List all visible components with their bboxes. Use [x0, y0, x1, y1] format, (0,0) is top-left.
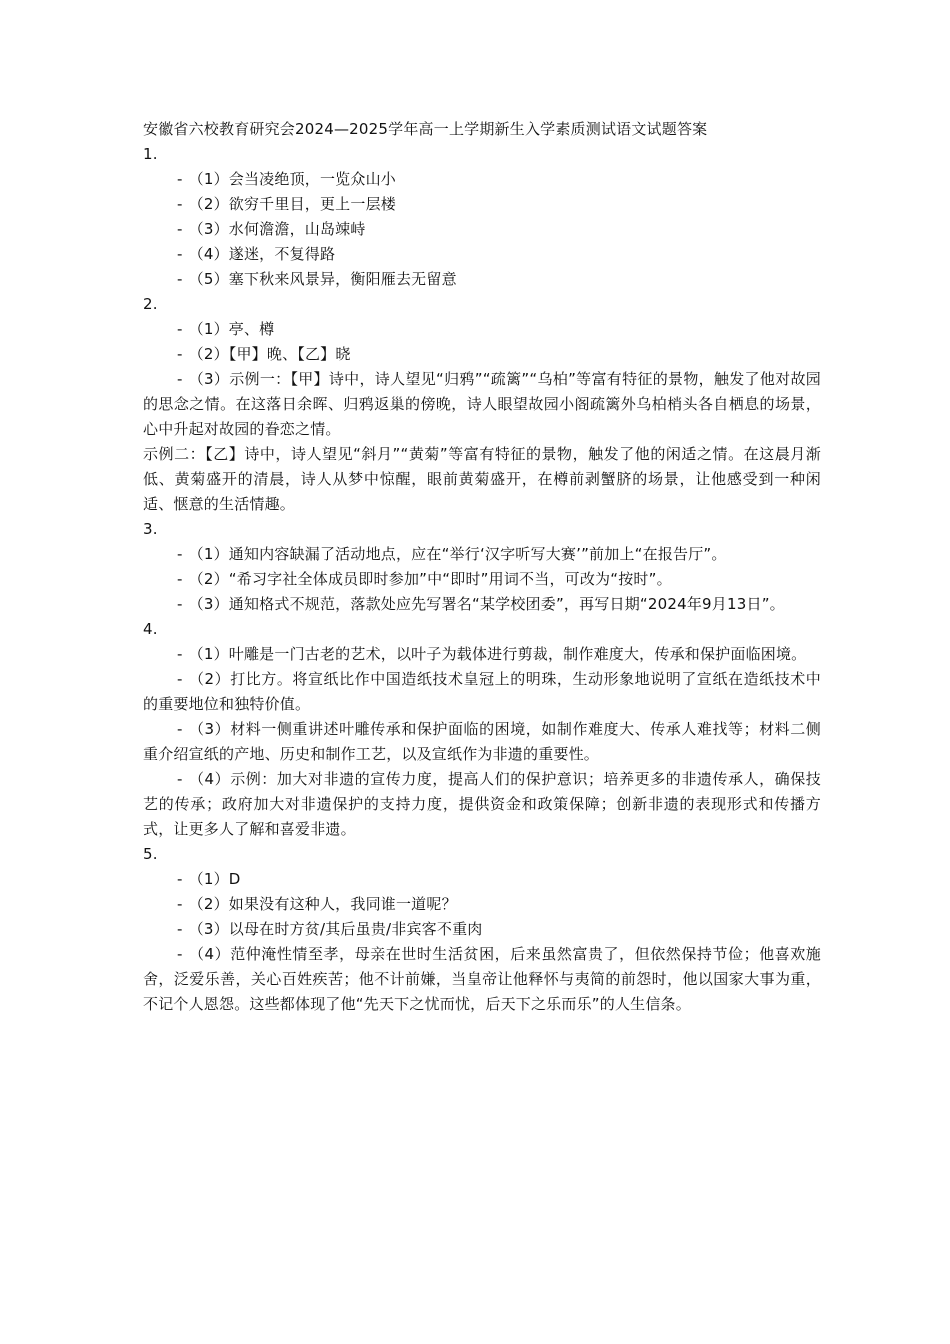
answer-text: （2）“希习字社全体成员即时参加”中“即时”用词不当，可改为“按时”。 [188, 570, 672, 588]
answer-text: （2）欲穷千里目，更上一层楼 [188, 195, 396, 213]
question-number: 3. [143, 520, 158, 538]
bullet-dash: - [177, 370, 183, 388]
bullet-dash: - [177, 170, 183, 188]
bullet-dash: - [177, 195, 183, 213]
answer-text: （1）会当凌绝顶，一览众山小 [188, 170, 396, 188]
answer-document [143, 117, 821, 1017]
answer-item [143, 367, 821, 442]
bullet-dash: - [177, 720, 183, 738]
answer-item [143, 567, 821, 592]
answer-text: （1）通知内容缺漏了活动地点，应在“举行‘汉字听写大赛’”前加上“在报告厅”。 [188, 545, 727, 563]
answer-text: （2）【甲】晚、【乙】晓 [188, 345, 351, 363]
question-3 [143, 517, 821, 617]
answer-item [143, 942, 821, 1017]
question-number: 4. [143, 620, 158, 638]
bullet-dash: - [177, 645, 183, 663]
answer-text: （3）示例一：【甲】诗中，诗人望见“归鸦”“疏篱”“乌柏”等富有特征的景物，触发了他对故园的思念之情。在这落日余晖、归鸦返巢的傍晚，诗人眼望故园小阁疏篱外乌柏梢头各自栖息的场景，心中升起对故园的眷恋之情。 [143, 370, 821, 438]
answer-item [143, 592, 821, 617]
bullet-dash: - [177, 770, 183, 788]
bullet-dash: - [177, 320, 183, 338]
answer-item [143, 342, 821, 367]
question-4 [143, 617, 821, 842]
question-number: 1. [143, 145, 158, 163]
answer-text: （1）亭、樽 [188, 320, 275, 338]
answer-item [143, 267, 821, 292]
bullet-dash: - [177, 870, 183, 888]
bullet-dash: - [177, 245, 183, 263]
bullet-dash: - [177, 270, 183, 288]
bullet-dash: - [177, 945, 183, 963]
answer-text: （5）塞下秋来风景异，衡阳雁去无留意 [188, 270, 457, 288]
answer-item [143, 217, 821, 242]
answer-item [143, 542, 821, 567]
answer-text: （2）打比方。将宣纸比作中国造纸技术皇冠上的明珠，生动形象地说明了宣纸在造纸技术中的重要地位和独特价值。 [143, 670, 821, 713]
answer-item [143, 717, 821, 767]
answer-text: （3）水何澹澹，山岛竦峙 [188, 220, 366, 238]
answer-item [143, 892, 821, 917]
answer-item [143, 917, 821, 942]
answer-item [143, 667, 821, 717]
bullet-dash: - [177, 895, 183, 913]
answer-item [143, 867, 821, 892]
bullet-dash: - [177, 595, 183, 613]
answer-text: （3）材料一侧重讲述叶雕传承和保护面临的困境，如制作难度大、传承人难找等；材料二侧重介绍宣纸的产地、历史和制作工艺，以及宣纸作为非遗的重要性。 [143, 720, 821, 763]
answer-text: （4）遂迷，不复得路 [188, 245, 336, 263]
answer-text: （3）通知格式不规范，落款处应先写署名“某学校团委”，再写日期“2024年9月13日”。 [188, 595, 785, 613]
answer-text: （3）以母在时方贫/其后虽贵/非宾客不重肉 [188, 920, 483, 938]
question-number: 5. [143, 845, 158, 863]
document-title: 安徽省六校教育研究会2024—2025学年高一上学期新生入学素质测试语文试题答案 [143, 120, 708, 138]
bullet-dash: - [177, 570, 183, 588]
answer-item [143, 192, 821, 217]
bullet-dash: - [177, 545, 183, 563]
answer-item [143, 167, 821, 192]
question-2 [143, 292, 821, 517]
answer-text: （4）范仲淹性情至孝，母亲在世时生活贫困，后来虽然富贵了，但依然保持节俭；他喜欢施舍，泛爱乐善，关心百姓疾苦；他不计前嫌，当皇帝让他释怀与夷简的前怨时，他以国家大事为重，不记个人恩怨。这些都体现了他“先天下之忧而忧，后天下之乐而乐”的人生信条。 [143, 945, 821, 1013]
answer-text: （4）示例：加大对非遗的宣传力度，提高人们的保护意识；培养更多的非遗传承人，确保技艺的传承；政府加大对非遗保护的支持力度，提供资金和政策保障；创新非遗的表现形式和传播方式，让更多人了解和喜爱非遗。 [143, 770, 821, 838]
answer-item [143, 767, 821, 842]
bullet-dash: - [177, 670, 183, 688]
answer-item [143, 317, 821, 342]
example-paragraph: 示例二：【乙】诗中，诗人望见“斜月”“黄菊”等富有特征的景物，触发了他的闲适之情。在这晨月渐低、黄菊盛开的清晨，诗人从梦中惊醒，眼前黄菊盛开，在樽前剥蟹脐的场景，让他感受到一种闲适、惬意的生活情趣。 [143, 445, 821, 513]
answer-text: （2）如果没有这种人，我同谁一道呢？ [188, 895, 457, 913]
answer-text: （1）D [188, 870, 241, 888]
bullet-dash: - [177, 345, 183, 363]
answer-text: （1）叶雕是一门古老的艺术，以叶子为载体进行剪裁，制作难度大，传承和保护面临困境。 [188, 645, 807, 663]
question-1 [143, 142, 821, 292]
question-number: 2. [143, 295, 158, 313]
bullet-dash: - [177, 920, 183, 938]
bullet-dash: - [177, 220, 183, 238]
question-5 [143, 842, 821, 1017]
answer-item [143, 642, 821, 667]
answer-item [143, 242, 821, 267]
